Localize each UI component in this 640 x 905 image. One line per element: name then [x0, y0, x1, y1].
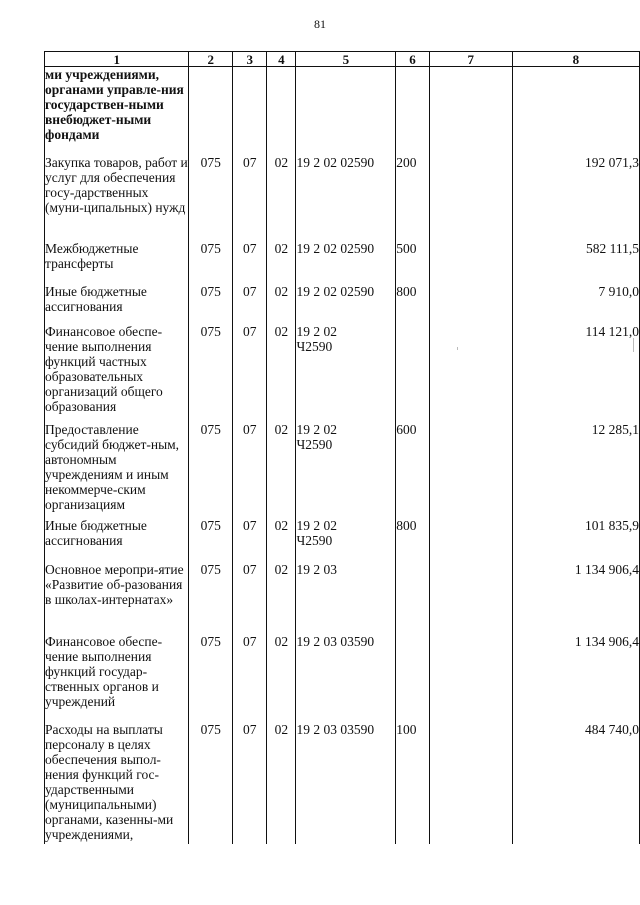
- cell-col7: [429, 155, 512, 241]
- row-name: ми учреждениями, органами управле-ния государствен-ными внебюджет-ными фондами: [45, 67, 189, 155]
- cell-target-item: 19 2 02 02590: [296, 241, 396, 284]
- cell-ministry: 075: [189, 422, 233, 518]
- cell-ministry: 075: [189, 562, 233, 634]
- cell-subsection: 02: [267, 518, 296, 562]
- cell-target-item: 19 2 03 03590: [296, 634, 396, 722]
- page-number: 81: [314, 17, 326, 31]
- cell-section: 07: [233, 722, 267, 844]
- cell-col7: [429, 634, 512, 722]
- cell-subsection: [267, 67, 296, 155]
- cell-ministry: 075: [189, 241, 233, 284]
- row-name: Иные бюджетные ассигнования: [45, 284, 189, 324]
- cell-expense-type: 800: [396, 284, 429, 324]
- cell-target-item: 19 2 02 02590: [296, 155, 396, 241]
- cell-amount: 101 835,9: [512, 518, 639, 562]
- row-name: Предоставление субсидий бюджет-ным, автономным учреждениям и иным некоммерче-ским организациям: [45, 422, 189, 518]
- cell-amount: [512, 67, 639, 155]
- cell-subsection: 02: [267, 634, 296, 722]
- cell-ministry: 075: [189, 284, 233, 324]
- cell-subsection: 02: [267, 722, 296, 844]
- column-header: 1: [45, 52, 189, 67]
- cell-section: [233, 67, 267, 155]
- cell-col7: [429, 722, 512, 844]
- column-header: 7: [429, 52, 512, 67]
- cell-col7: [429, 241, 512, 284]
- cell-ministry: 075: [189, 155, 233, 241]
- cell-expense-type: [396, 324, 429, 422]
- cell-amount: 484 740,0: [512, 722, 639, 844]
- scan-artifact: [633, 338, 634, 352]
- cell-expense-type: 500: [396, 241, 429, 284]
- cell-section: 07: [233, 634, 267, 722]
- column-header: 2: [189, 52, 233, 67]
- column-header: 5: [296, 52, 396, 67]
- cell-target-item: 19 2 02 Ч2590: [296, 518, 396, 562]
- row-name: Основное меропри-ятие «Развитие об-разования в школах-интернатах»: [45, 562, 189, 634]
- table-row: [45, 722, 640, 844]
- cell-expense-type: 200: [396, 155, 429, 241]
- row-name: Расходы на выплаты персоналу в целях обеспечения выпол-нения функций гос-ударственными (муниципальными) органами, казенны-ми учреждениями,: [45, 722, 189, 844]
- cell-amount: 582 111,5: [512, 241, 639, 284]
- cell-expense-type: 100: [396, 722, 429, 844]
- column-header: 8: [512, 52, 639, 67]
- table-header-row: [45, 52, 640, 67]
- cell-section: 07: [233, 324, 267, 422]
- cell-section: 07: [233, 284, 267, 324]
- cell-section: 07: [233, 241, 267, 284]
- cell-subsection: 02: [267, 422, 296, 518]
- column-header: 4: [267, 52, 296, 67]
- table-row: [45, 241, 640, 284]
- budget-table: [44, 51, 640, 844]
- cell-amount: 114 121,0: [512, 324, 639, 422]
- cell-expense-type: [396, 67, 429, 155]
- cell-col7: [429, 562, 512, 634]
- row-name: Иные бюджетные ассигнования: [45, 518, 189, 562]
- cell-ministry: [189, 67, 233, 155]
- column-header: 3: [233, 52, 267, 67]
- cell-col7: [429, 324, 512, 422]
- row-name: Межбюджетные трансферты: [45, 241, 189, 284]
- cell-target-item: 19 2 03: [296, 562, 396, 634]
- cell-section: 07: [233, 155, 267, 241]
- cell-col7: [429, 422, 512, 518]
- table-row: [45, 634, 640, 722]
- cell-ministry: 075: [189, 324, 233, 422]
- cell-expense-type: [396, 562, 429, 634]
- table-row: [45, 562, 640, 634]
- cell-amount: 7 910,0: [512, 284, 639, 324]
- cell-subsection: 02: [267, 241, 296, 284]
- cell-col7: [429, 67, 512, 155]
- row-name: Финансовое обеспе-чение выполнения функций частных образовательных организаций общего образования: [45, 324, 189, 422]
- cell-section: 07: [233, 518, 267, 562]
- cell-target-item: 19 2 02 Ч2590: [296, 422, 396, 518]
- cell-section: 07: [233, 562, 267, 634]
- cell-amount: 1 134 906,4: [512, 634, 639, 722]
- table-row: [45, 422, 640, 518]
- cell-col7: [429, 284, 512, 324]
- cell-subsection: 02: [267, 284, 296, 324]
- row-name: Закупка товаров, работ и услуг для обеспечения госу-дарственных (муни-ципальных) нужд: [45, 155, 189, 241]
- cell-target-item: 19 2 02 02590: [296, 284, 396, 324]
- column-header: 6: [396, 52, 429, 67]
- cell-ministry: 075: [189, 634, 233, 722]
- table-row: [45, 155, 640, 241]
- cell-ministry: 075: [189, 722, 233, 844]
- table-row: [45, 324, 640, 422]
- cell-amount: 12 285,1: [512, 422, 639, 518]
- row-name: Финансовое обеспе-чение выполнения функций государ-ственных органов и учреждений: [45, 634, 189, 722]
- cell-target-item: [296, 67, 396, 155]
- cell-expense-type: 600: [396, 422, 429, 518]
- table-row: [45, 284, 640, 324]
- cell-section: 07: [233, 422, 267, 518]
- cell-subsection: 02: [267, 562, 296, 634]
- scan-artifact: [457, 347, 458, 350]
- cell-subsection: 02: [267, 324, 296, 422]
- cell-col7: [429, 518, 512, 562]
- cell-expense-type: 800: [396, 518, 429, 562]
- cell-ministry: 075: [189, 518, 233, 562]
- cell-expense-type: [396, 634, 429, 722]
- table-row: [45, 518, 640, 562]
- cell-amount: 192 071,3: [512, 155, 639, 241]
- table-row: [45, 67, 640, 155]
- cell-subsection: 02: [267, 155, 296, 241]
- cell-amount: 1 134 906,4: [512, 562, 639, 634]
- cell-target-item: 19 2 02 Ч2590: [296, 324, 396, 422]
- cell-target-item: 19 2 03 03590: [296, 722, 396, 844]
